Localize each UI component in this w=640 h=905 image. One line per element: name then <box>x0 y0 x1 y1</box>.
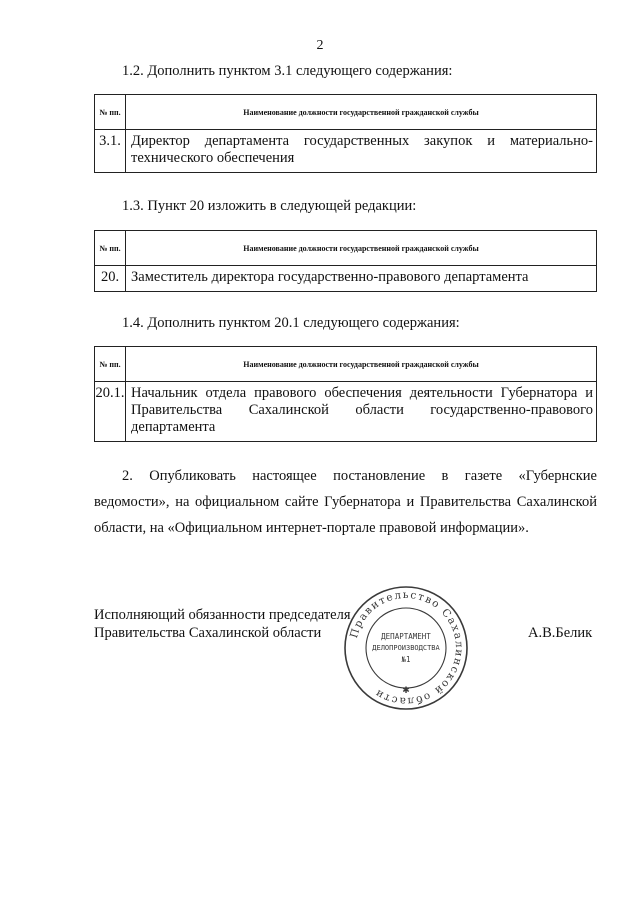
row-number: 20.1. <box>95 382 126 442</box>
row-position-text: Заместитель директора государственно-правового департамента <box>126 266 597 292</box>
row-number: 3.1. <box>95 130 126 173</box>
table-item-3-1 <box>94 94 597 173</box>
seal-center-line3: №1 <box>401 655 411 664</box>
signatory-position-line1: Исполняющий обязанности председателя <box>94 607 351 623</box>
item-2-paragraph: 2. Опубликовать настоящее постановление в газете «Губернские ведомости», на официальном сайте Губернатора и Правительства Сахалинской области, на «Официальном интернет-портале правовой информации». <box>94 468 597 536</box>
column-header-position: Наименование должности государственной гражданской службы <box>126 95 597 130</box>
column-header-position: Наименование должности государственной гражданской службы <box>126 347 597 382</box>
column-header-number: № пп. <box>95 347 126 382</box>
seal-center-line2: ДЕЛОПРОИЗВОДСТВА <box>372 644 440 652</box>
seal-center-line1: ДЕПАРТАМЕНТ <box>381 632 431 641</box>
column-header-number: № пп. <box>95 231 126 266</box>
table-item-20-1 <box>94 346 597 442</box>
row-number: 20. <box>95 266 126 292</box>
item-1-4-heading: 1.4. Дополнить пунктом 20.1 следующего содержания: <box>122 315 460 331</box>
column-header-position: Наименование должности государственной гражданской службы <box>126 231 597 266</box>
row-position-text: Директор департамента государственных закупок и материально-технического обеспечения <box>126 130 597 173</box>
signatory-position <box>94 606 351 642</box>
item-1-2-heading: 1.2. Дополнить пунктом 3.1 следующего содержания: <box>122 63 453 79</box>
row-position-text: Начальник отдела правового обеспечения деятельности Губернатора и Правительства Сахалинской области государственно-правового департамента <box>126 382 597 442</box>
seal-ring-text: Правительство Сахалинской области <box>347 588 466 708</box>
column-header-number: № пп. <box>95 95 126 130</box>
signatory-position-line2: Правительства Сахалинской области <box>94 625 322 641</box>
seal-star-icon: ✱ <box>402 685 410 695</box>
item-1-3-heading: 1.3. Пункт 20 изложить в следующей редакции: <box>122 198 417 214</box>
table-item-20 <box>94 230 597 292</box>
official-seal <box>342 584 470 712</box>
signatory-name: А.В.Белик <box>528 625 593 641</box>
page-number: 2 <box>316 38 324 53</box>
